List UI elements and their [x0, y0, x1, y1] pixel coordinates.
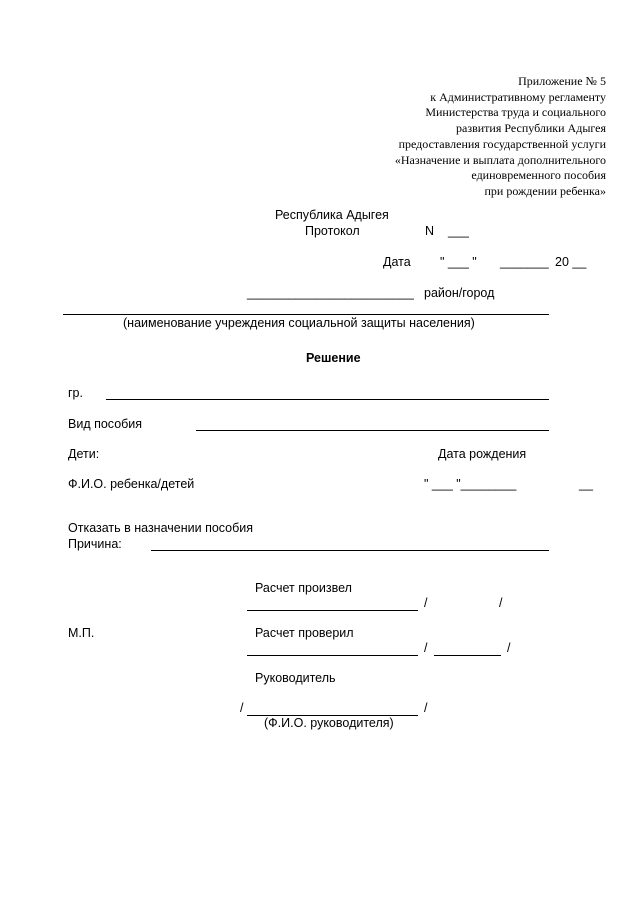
slash: /: [424, 596, 428, 610]
header-line: «Назначение и выплата дополнительного: [394, 152, 606, 167]
header-line: к Административному регламенту: [430, 89, 606, 104]
head-label: Руководитель: [255, 671, 336, 685]
slash: /: [507, 641, 511, 655]
checked-by-name-line[interactable]: [434, 655, 501, 656]
date-day-blank[interactable]: " ___ ": [440, 255, 477, 269]
date-year-blank[interactable]: 20 __: [555, 255, 587, 269]
republic-name: Республика Адыгея: [275, 208, 389, 222]
children-label: Дети:: [68, 447, 100, 461]
citizen-label: гр.: [68, 386, 83, 400]
citizen-line[interactable]: [106, 399, 549, 400]
checked-by-label: Расчет проверил: [255, 626, 354, 640]
checked-by-signature-line[interactable]: [247, 655, 418, 656]
child-year-blank[interactable]: __: [579, 477, 593, 491]
reason-label: Причина:: [68, 537, 122, 551]
header-line: Министерства труда и социального: [425, 105, 606, 120]
protocol-label: Протокол: [305, 224, 360, 238]
header-line: развития Республики Адыгея: [456, 121, 606, 136]
reason-line[interactable]: [151, 550, 549, 551]
date-month-blank[interactable]: _______: [500, 255, 549, 269]
header-line: Приложение № 5: [518, 74, 606, 88]
head-name-caption: (Ф.И.О. руководителя): [264, 716, 394, 730]
number-blank[interactable]: ___: [448, 224, 469, 238]
decision-title: Решение: [306, 351, 361, 365]
child-name-label: Ф.И.О. ребенка/детей: [68, 477, 195, 491]
benefit-type-label: Вид пособия: [68, 417, 143, 431]
slash: /: [499, 596, 503, 610]
date-label: Дата: [383, 255, 411, 269]
slash: /: [240, 701, 244, 715]
calculated-by-signature-line[interactable]: [247, 610, 418, 611]
child-date-blank[interactable]: " ___ "________: [424, 477, 517, 491]
appendix-header: [395, 74, 606, 200]
number-label: N: [425, 224, 435, 238]
seal-label: М.П.: [68, 626, 95, 640]
benefit-type-line[interactable]: [196, 430, 549, 431]
slash: /: [424, 701, 428, 715]
birth-date-label: Дата рождения: [438, 447, 527, 461]
header-line: при рождении ребенка»: [484, 183, 606, 198]
district-blank[interactable]: ________________________: [247, 286, 414, 300]
calculated-by-label: Расчет произвел: [255, 581, 352, 595]
institution-caption: (наименование учреждения социальной защиты населения): [123, 316, 475, 330]
header-line: единовременного пособия: [471, 168, 606, 183]
institution-line[interactable]: [63, 314, 549, 315]
refuse-label: Отказать в назначении пособия: [68, 521, 254, 535]
header-line: предоставления государственной услуги: [398, 136, 606, 151]
slash: /: [424, 641, 428, 655]
district-label: район/город: [424, 286, 495, 300]
